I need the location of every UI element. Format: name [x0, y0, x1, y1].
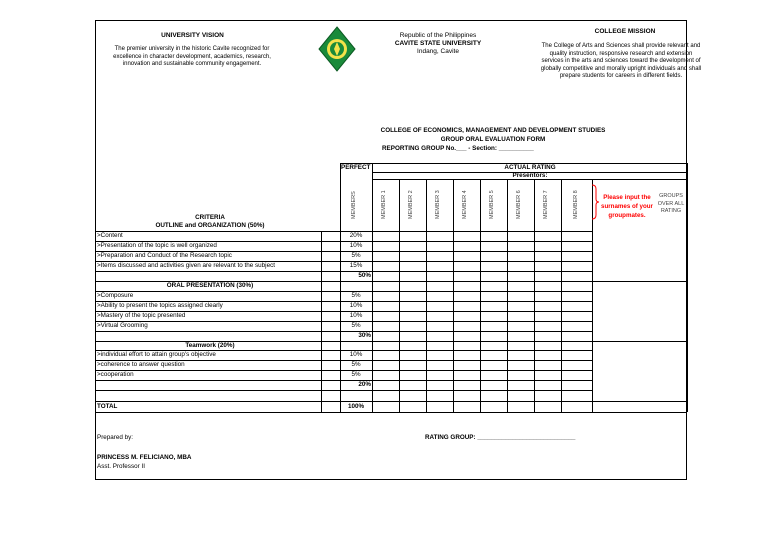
criteria-item: >Composure — [97, 292, 134, 299]
preparer-position: Asst. Professor II — [97, 463, 145, 470]
criteria-weight: 5% — [351, 252, 361, 259]
rating-group-line: RATING GROUP: ____________________________ — [425, 434, 576, 441]
criteria-item: >Content — [97, 232, 123, 239]
university-vision-title: UNIVERSITY VISION — [161, 32, 224, 39]
section-title: ORAL PRESENTATION (30%) — [166, 282, 254, 289]
criteria-weight: 10% — [349, 351, 363, 358]
member-label: MEMBER 7 — [543, 190, 549, 219]
college-mission-text: The College of Arts and Sciences shall provide relevant and quality instruction, responsive research and extension services in the arts and sciences toward the development of globally competitive and morally upright individuals and shall prepare students for careers in different fields. — [540, 43, 702, 79]
criteria-label: CRITERIA — [195, 214, 225, 221]
republic-label: Republic of the Philippines — [399, 32, 477, 39]
groups-overall-rating-label: GROUPS OVER ALL RATING — [657, 193, 685, 214]
member-label: MEMBER 2 — [408, 190, 414, 219]
presentors-label: Presentors: — [512, 172, 548, 179]
section-subtotal: 30% — [358, 332, 371, 339]
criteria-weight: 5% — [351, 292, 361, 299]
criteria-weight: 5% — [351, 371, 361, 378]
university-seal-icon — [318, 26, 356, 72]
member-column-header[interactable] — [543, 185, 553, 219]
criteria-item: >individual effort to attain group's objective — [97, 351, 216, 358]
preparer-name: PRINCESS M. FELICIANO, MBA — [97, 454, 192, 461]
reporting-group-line: REPORTING GROUP No.___ - Section: __________ — [382, 145, 534, 152]
member-label: MEMBER 6 — [516, 190, 522, 219]
section-title: Teamwork (20%) — [185, 342, 235, 349]
criteria-item: >coherence to answer question — [97, 361, 185, 368]
university-vision-text: The premier university in the historic Cavite recognized for excellence in character development, academics, research, innovation and sustainable community engagement. — [113, 46, 271, 67]
members-header — [351, 185, 361, 219]
criteria-weight: 10% — [349, 242, 363, 249]
college-mission-title: COLLEGE MISSION — [594, 28, 656, 35]
total-value: 100% — [347, 403, 365, 410]
member-column-header[interactable] — [489, 185, 499, 219]
criteria-weight: 10% — [349, 302, 363, 309]
member-label: MEMBER 5 — [489, 190, 495, 219]
perfect-label: PERFECT — [341, 164, 371, 171]
member-label: MEMBER 1 — [381, 190, 387, 219]
criteria-item: >Preparation and Conduct of the Research topic — [97, 252, 232, 259]
college-title: COLLEGE OF ECONOMICS, MANAGEMENT AND DEVELOPMENT STUDIES — [380, 127, 606, 134]
members-label: MEMBERS — [351, 191, 357, 219]
university-location: Indang, Cavite — [417, 48, 459, 55]
criteria-weight: 5% — [351, 361, 361, 368]
member-label: MEMBER 3 — [435, 190, 441, 219]
bracket-icon — [590, 184, 600, 220]
criteria-item: >Mastery of the topic presented — [97, 312, 186, 319]
member-label: MEMBER 4 — [462, 190, 468, 219]
actual-rating-label: ACTUAL RATING — [504, 164, 556, 171]
criteria-weight: 5% — [351, 322, 361, 329]
prepared-by-label: Prepared by: — [97, 434, 134, 441]
member-column-header[interactable] — [381, 185, 391, 219]
member-label: MEMBER 8 — [573, 190, 579, 219]
member-column-header[interactable] — [573, 185, 583, 219]
criteria-weight: 15% — [349, 262, 363, 269]
criteria-item: >Presentation of the topic is well organized — [97, 242, 217, 249]
member-column-header[interactable] — [516, 185, 526, 219]
section-subtotal: 20% — [358, 381, 371, 388]
criteria-item: >cooperation — [97, 371, 134, 378]
form-title: GROUP ORAL EVALUATION FORM — [440, 136, 546, 143]
member-column-header[interactable] — [408, 185, 418, 219]
groupmates-note: Please input the surnames of your groupmates. — [601, 194, 653, 219]
total-label: TOTAL — [97, 403, 118, 410]
criteria-item: >Items discussed and activities given are relevant to the subject — [97, 262, 275, 269]
criteria-item: >Virtual Grooming — [97, 322, 148, 329]
criteria-weight: 10% — [349, 312, 363, 319]
evaluation-form-page — [95, 20, 687, 480]
section-title: OUTLINE and ORGANIZATION (50%) — [155, 222, 265, 229]
section-subtotal: 50% — [358, 272, 371, 279]
member-column-header[interactable] — [462, 185, 472, 219]
criteria-weight: 20% — [349, 232, 363, 239]
university-name: CAVITE STATE UNIVERSITY — [394, 40, 482, 47]
member-column-header[interactable] — [435, 185, 445, 219]
criteria-item: >Ability to present the topics assigned clearly — [97, 302, 223, 309]
